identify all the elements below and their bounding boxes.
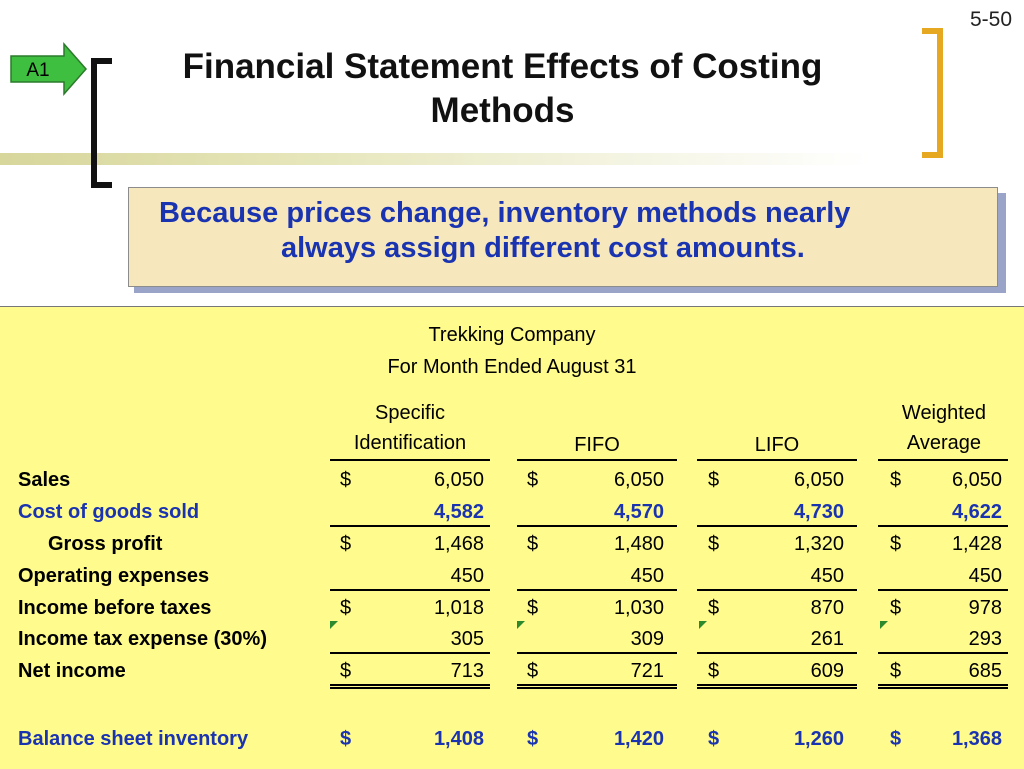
header-underline-fifo [517,459,677,461]
inventory-fifo: 1,420 [613,728,664,750]
opex-specific: 450 [450,565,484,587]
dollar-sign: $ [708,660,720,682]
ibt-weighted: 978 [968,597,1002,619]
dollar-sign: $ [890,469,902,491]
callout-line-1: Because prices change, inventory methods nearly [159,197,851,229]
slide-number: 5-50 [969,8,1012,31]
opex-underline-specific [330,589,490,591]
callout-text [129,188,997,266]
slide-title [130,45,875,133]
dollar-sign: $ [340,533,352,555]
dollar-sign: $ [340,469,352,491]
right-bracket-decoration [920,28,946,158]
company-name: Trekking Company [428,324,596,346]
cogs-underline-specific [330,525,490,527]
dollar-sign: $ [527,533,539,555]
header-underline-specific [330,459,490,461]
column-header-lifo: LIFO [754,434,800,456]
opex-fifo: 450 [630,565,664,587]
dollar-sign: $ [890,660,902,682]
column-header-weighted-line1: Weighted [901,402,987,424]
ibt-lifo: 870 [810,597,844,619]
row-label-net-income: Net income [18,660,126,682]
cogs-underline-weighted [878,525,1008,527]
net-income-double-underline [330,684,490,689]
column-header-specific-line2: Identification [353,432,467,454]
row-label-operating-expenses: Operating expenses [18,565,210,587]
tax-lifo: 261 [810,628,844,650]
dollar-sign: $ [527,728,539,750]
dollar-sign: $ [340,597,352,619]
sales-weighted: 6,050 [951,469,1002,491]
column-header-weighted-line2: Average [906,432,982,454]
tax-underline-lifo [697,652,857,654]
sales-fifo: 6,050 [613,469,664,491]
tax-underline-fifo [517,652,677,654]
dollar-sign: $ [890,533,902,555]
dollar-sign: $ [890,728,902,750]
net-income-fifo: 721 [630,660,664,682]
ibt-specific: 1,018 [433,597,484,619]
inventory-specific: 1,408 [433,728,484,750]
cogs-underline-lifo [697,525,857,527]
statement-period: For Month Ended August 31 [387,356,637,378]
income-statement-panel [0,306,1024,769]
row-label-balance-sheet-inventory: Balance sheet inventory [18,728,249,750]
gross-profit-lifo: 1,320 [793,533,844,555]
comment-marker-icon [330,621,338,629]
gross-profit-weighted: 1,428 [951,533,1002,555]
ibt-fifo: 1,030 [613,597,664,619]
dollar-sign: $ [340,728,352,750]
cogs-lifo: 4,730 [793,501,844,523]
cogs-underline-fifo [517,525,677,527]
title-line-2: Methods [430,91,575,130]
net-income-double-underline [517,684,677,689]
header-underline-lifo [697,459,857,461]
dollar-sign: $ [527,469,539,491]
learning-objective-tag: A1 [26,60,50,81]
column-header-specific-line1: Specific [374,402,446,424]
row-label-income-before-taxes: Income before taxes [18,597,212,619]
inventory-lifo: 1,260 [793,728,844,750]
callout-box [128,187,998,287]
tax-specific: 305 [450,628,484,650]
opex-underline-lifo [697,589,857,591]
opex-underline-weighted [878,589,1008,591]
opex-underline-fifo [517,589,677,591]
dollar-sign: $ [527,660,539,682]
dollar-sign: $ [708,533,720,555]
sales-lifo: 6,050 [793,469,844,491]
dollar-sign: $ [340,660,352,682]
net-income-double-underline [878,684,1008,689]
column-header-fifo: FIFO [574,434,620,456]
row-label-sales: Sales [18,469,71,491]
row-label-gross-profit: Gross profit [48,533,163,555]
tax-underline-weighted [878,652,1008,654]
callout-line-2: always assign different cost amounts. [281,232,805,264]
left-bracket-decoration [88,58,114,188]
cogs-specific: 4,582 [433,501,484,523]
gross-profit-fifo: 1,480 [613,533,664,555]
dollar-sign: $ [708,469,720,491]
learning-objective-arrow-icon [10,42,88,96]
title-line-1: Financial Statement Effects of Costing [182,47,823,86]
tax-weighted: 293 [968,628,1002,650]
tax-fifo: 309 [630,628,664,650]
cogs-fifo: 4,570 [613,501,664,523]
inventory-weighted: 1,368 [951,728,1002,750]
row-label-income-tax-expense: Income tax expense (30%) [18,628,267,650]
opex-weighted: 450 [968,565,1002,587]
comment-marker-icon [517,621,525,629]
comment-marker-icon [880,621,888,629]
sales-specific: 6,050 [433,469,484,491]
cogs-weighted: 4,622 [951,501,1002,523]
header-underline-weighted [878,459,1008,461]
tax-underline-specific [330,652,490,654]
row-label-cost-of-goods-sold: Cost of goods sold [18,501,200,523]
gross-profit-specific: 1,468 [433,533,484,555]
dollar-sign: $ [527,597,539,619]
net-income-lifo: 609 [810,660,844,682]
dollar-sign: $ [708,728,720,750]
dollar-sign: $ [890,597,902,619]
opex-lifo: 450 [810,565,844,587]
net-income-double-underline [697,684,857,689]
header-gradient-bar [0,153,1024,165]
comment-marker-icon [699,621,707,629]
net-income-specific: 713 [450,660,484,682]
net-income-weighted: 685 [968,660,1002,682]
dollar-sign: $ [708,597,720,619]
